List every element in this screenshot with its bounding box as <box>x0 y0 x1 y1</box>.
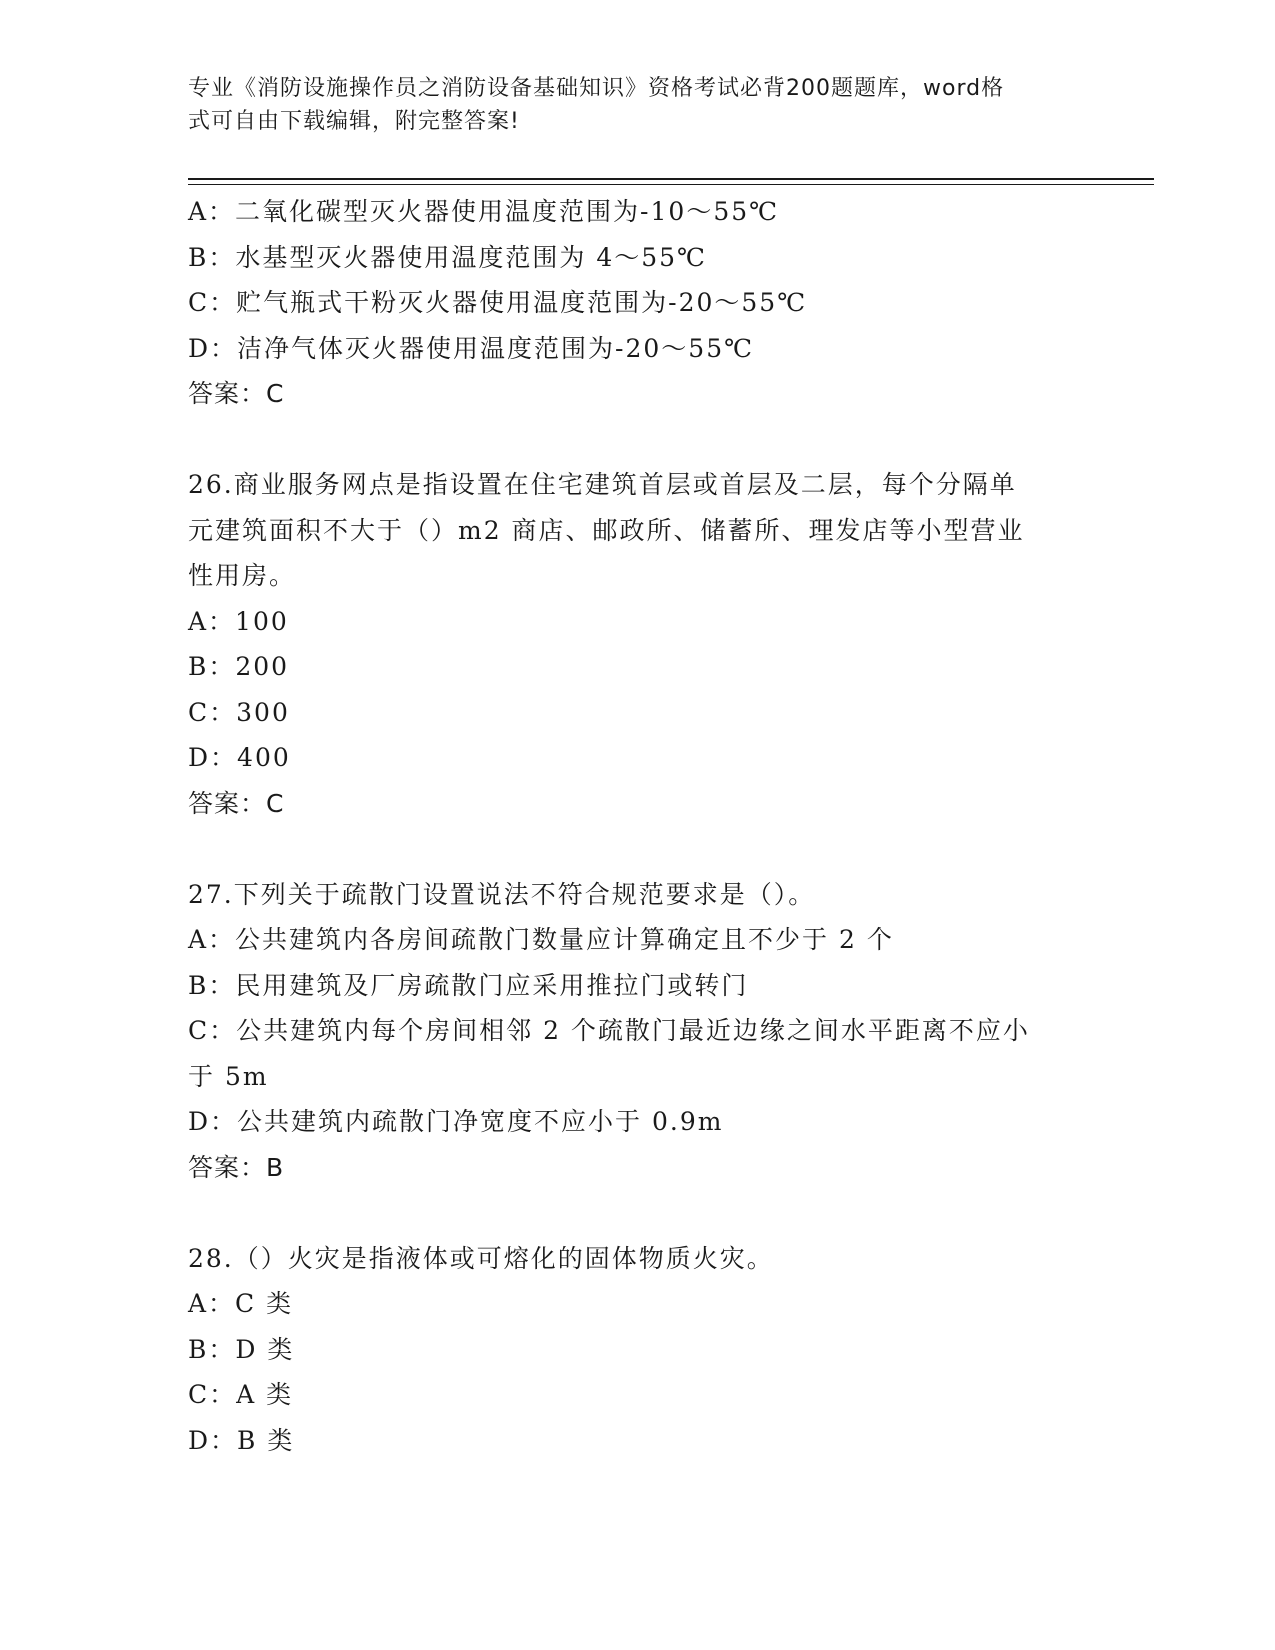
question-block-26 <box>188 462 1088 826</box>
question-content <box>188 189 1088 1463</box>
option-d: D：公共建筑内疏散门净宽度不应小于 0.9m <box>188 1107 724 1136</box>
question-block-prev <box>188 189 1088 417</box>
question-block-28 <box>188 1236 1088 1464</box>
header-line-1: 专业《消防设施操作员之消防设备基础知识》资格考试必背200题题库，word格 <box>188 76 1005 101</box>
option-c: C：贮气瓶式干粉灭火器使用温度范围为-20～55℃ <box>188 288 808 317</box>
header-line-2: 式可自由下载编辑，附完整答案! <box>188 109 520 134</box>
answer-line: 答案：C <box>188 788 285 818</box>
question-stem-line: 性用房。 <box>188 561 297 590</box>
option-d: D：B 类 <box>188 1425 295 1455</box>
option-a: A：100 <box>188 606 289 636</box>
option-c: C：300 <box>188 697 290 727</box>
header-divider-thin <box>188 184 1154 185</box>
option-c-continued: 于 5m <box>188 1061 269 1091</box>
option-b: B：民用建筑及厂房疏散门应采用推拉门或转门 <box>188 970 749 1000</box>
question-stem-line: 26.商业服务网点是指设置在住宅建筑首层或首层及二层，每个分隔单 <box>188 470 1017 499</box>
question-block-27 <box>188 872 1088 1191</box>
option-d: D：洁净气体灭火器使用温度范围为-20～55℃ <box>188 333 755 363</box>
option-b: B：200 <box>188 652 290 681</box>
header-divider-thick <box>188 178 1154 180</box>
option-b: B：D 类 <box>188 1334 295 1364</box>
option-a: A：C 类 <box>188 1289 294 1318</box>
spacer <box>188 1190 1088 1236</box>
answer-line: 答案：C <box>188 379 285 408</box>
option-c: C：A 类 <box>188 1380 294 1409</box>
question-stem-line: 元建筑面积不大于（）m2 商店、邮政所、储蓄所、理发店等小型营业 <box>188 515 1025 545</box>
answer-line: 答案：B <box>188 1152 285 1182</box>
question-stem-line: 28.（）火灾是指液体或可熔化的固体物质火灾。 <box>188 1243 774 1273</box>
option-a: A：二氧化碳型灭火器使用温度范围为-10～55℃ <box>188 197 780 226</box>
spacer <box>188 826 1088 872</box>
option-c: C：公共建筑内每个房间相邻 2 个疏散门最近边缘之间水平距离不应小 <box>188 1016 1030 1045</box>
option-d: D：400 <box>188 743 291 772</box>
option-a: A：公共建筑内各房间疏散门数量应计算确定且不少于 2 个 <box>188 925 894 954</box>
question-stem-line: 27.下列关于疏散门设置说法不符合规范要求是（）。 <box>188 879 816 909</box>
spacer <box>188 417 1088 463</box>
option-b: B：水基型灭火器使用温度范围为 4～55℃ <box>188 242 708 272</box>
document-header <box>188 72 1068 138</box>
